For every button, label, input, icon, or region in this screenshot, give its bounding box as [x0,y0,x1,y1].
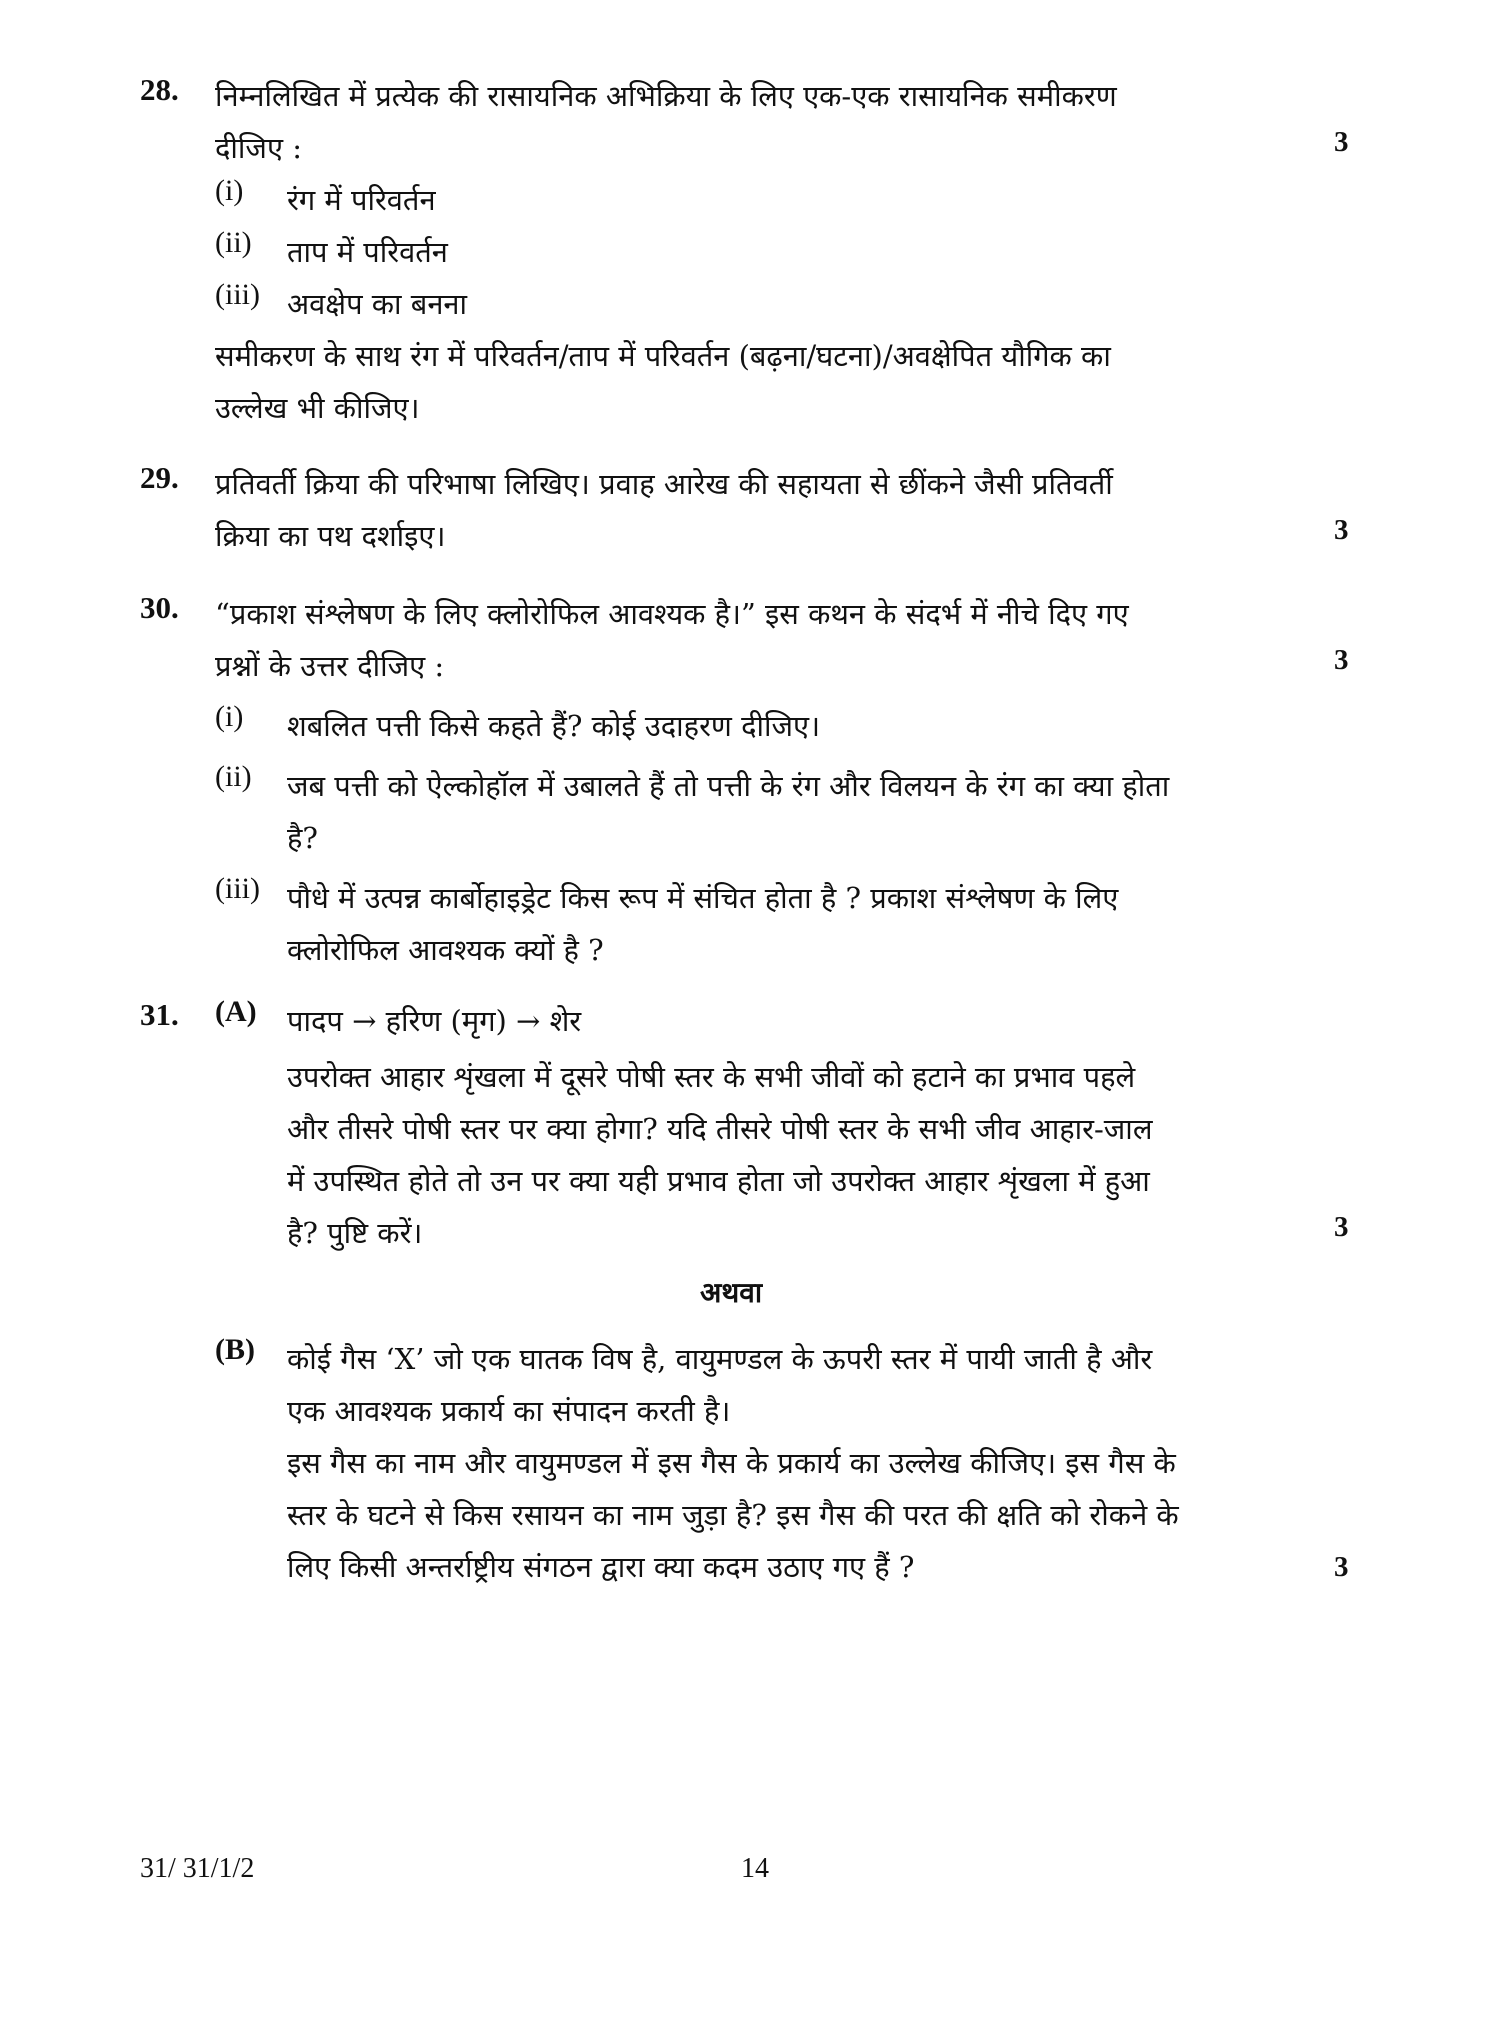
subpart [215,872,1280,976]
subpart-label: (iii) [215,278,260,311]
question-number: 31. [140,997,179,1032]
part-text: कोई गैस ‘X’ जो एक घातक विष है, वायुमण्डल के ऊपरी स्तर में पायी जाती है और [287,1342,1153,1376]
part-text: लिए किसी अन्तर्राष्ट्रीय संगठन द्वारा क्या कदम उठाए गए हैं ? [287,1550,915,1584]
question-text: क्रिया का पथ दर्शाइए। [215,519,446,553]
page-number: 14 [741,1853,769,1884]
subpart-text: अवक्षेप का बनना [287,287,468,321]
part-text: है? पुष्टि करें। [287,1216,423,1250]
part-b [215,1333,1280,1593]
part-text: में उपस्थित होते तो उन पर क्या यही प्रभाव होता जो उपरोक्त आहार शृंखला में हुआ [287,1164,1150,1198]
part-text: इस गैस का नाम और वायुमण्डल में इस गैस के प्रकार्य का उल्लेख कीजिए। इस गैस के [287,1446,1176,1480]
subpart-text: शबलित पत्ती किसे कहते हैं? कोई उदाहरण दीजिए। [287,709,821,743]
subpart [215,760,1280,864]
or-separator: अथवा [700,1276,763,1309]
paper-code: 31/ 31/1/2 [140,1853,255,1884]
marks: 3 [1334,644,1349,676]
subpart-label: (iii) [215,872,260,905]
question-number: 28. [140,72,179,107]
part-text: और तीसरे पोषी स्तर पर क्या होगा? यदि तीसरे पोषी स्तर के सभी जीव आहार-जाल [287,1112,1153,1146]
question-text: “प्रकाश संश्लेषण के लिए क्लोरोफिल आवश्यक है।” इस कथन के संदर्भ में नीचे दिए गए [215,597,1129,631]
subpart-label: (ii) [215,226,252,259]
part-label: (A) [215,995,257,1028]
marks: 3 [1334,514,1349,546]
part-text: एक आवश्यक प्रकार्य का संपादन करती है। [287,1394,731,1428]
subpart-label: (i) [215,174,244,207]
part-text: उपरोक्त आहार शृंखला में दूसरे पोषी स्तर के सभी जीवों को हटाने का प्रभाव पहले [287,1060,1136,1094]
subpart-text: क्लोरोफिल आवश्यक क्यों है ? [287,933,604,967]
question-text: समीकरण के साथ रंग में परिवर्तन/ताप में परिवर्तन (बढ़ना/घटना)/अवक्षेपित यौगिक का [215,339,1111,373]
subpart-text: है? [287,821,318,855]
question-number: 29. [140,460,179,495]
subpart-text: रंग में परिवर्तन [287,183,436,217]
part-a [215,995,1280,1259]
question-text: प्रश्नों के उत्तर दीजिए : [215,649,445,683]
subpart [215,278,1280,330]
part-text: स्तर के घटने से किस रसायन का नाम जुड़ा है? इस गैस की परत की क्षति को रोकने के [287,1498,1179,1532]
marks: 3 [1334,1211,1349,1243]
marks: 3 [1334,1551,1349,1583]
subpart-text: जब पत्ती को ऐल्कोहॉल में उबालते हैं तो पत्ती के रंग और विलयन के रंग का क्या होता [287,769,1170,803]
subpart-label: (i) [215,700,244,733]
marks: 3 [1334,126,1349,158]
question-text: उल्लेख भी कीजिए। [215,391,420,425]
part-label: (B) [215,1333,255,1366]
question-text: निम्नलिखित में प्रत्येक की रासायनिक अभिक्रिया के लिए एक-एक रासायनिक समीकरण [215,79,1117,113]
question-text: प्रतिवर्ती क्रिया की परिभाषा लिखिए। प्रवाह आरेख की सहायता से छींकने जैसी प्रतिवर्ती [215,467,1113,501]
question-text: दीजिए : [215,131,302,165]
subpart-text: ताप में परिवर्तन [287,235,448,269]
food-chain-text: पादप → हरिण (मृग) → शेर [287,1004,582,1038]
subpart-text: पौधे में उत्पन्न कार्बोहाइड्रेट किस रूप में संचित होता है ? प्रकाश संश्लेषण के लिए [287,881,1119,915]
question-number: 30. [140,590,179,625]
subpart-label: (ii) [215,760,252,793]
subpart [215,700,1280,752]
subpart [215,226,1280,278]
subpart [215,174,1280,226]
